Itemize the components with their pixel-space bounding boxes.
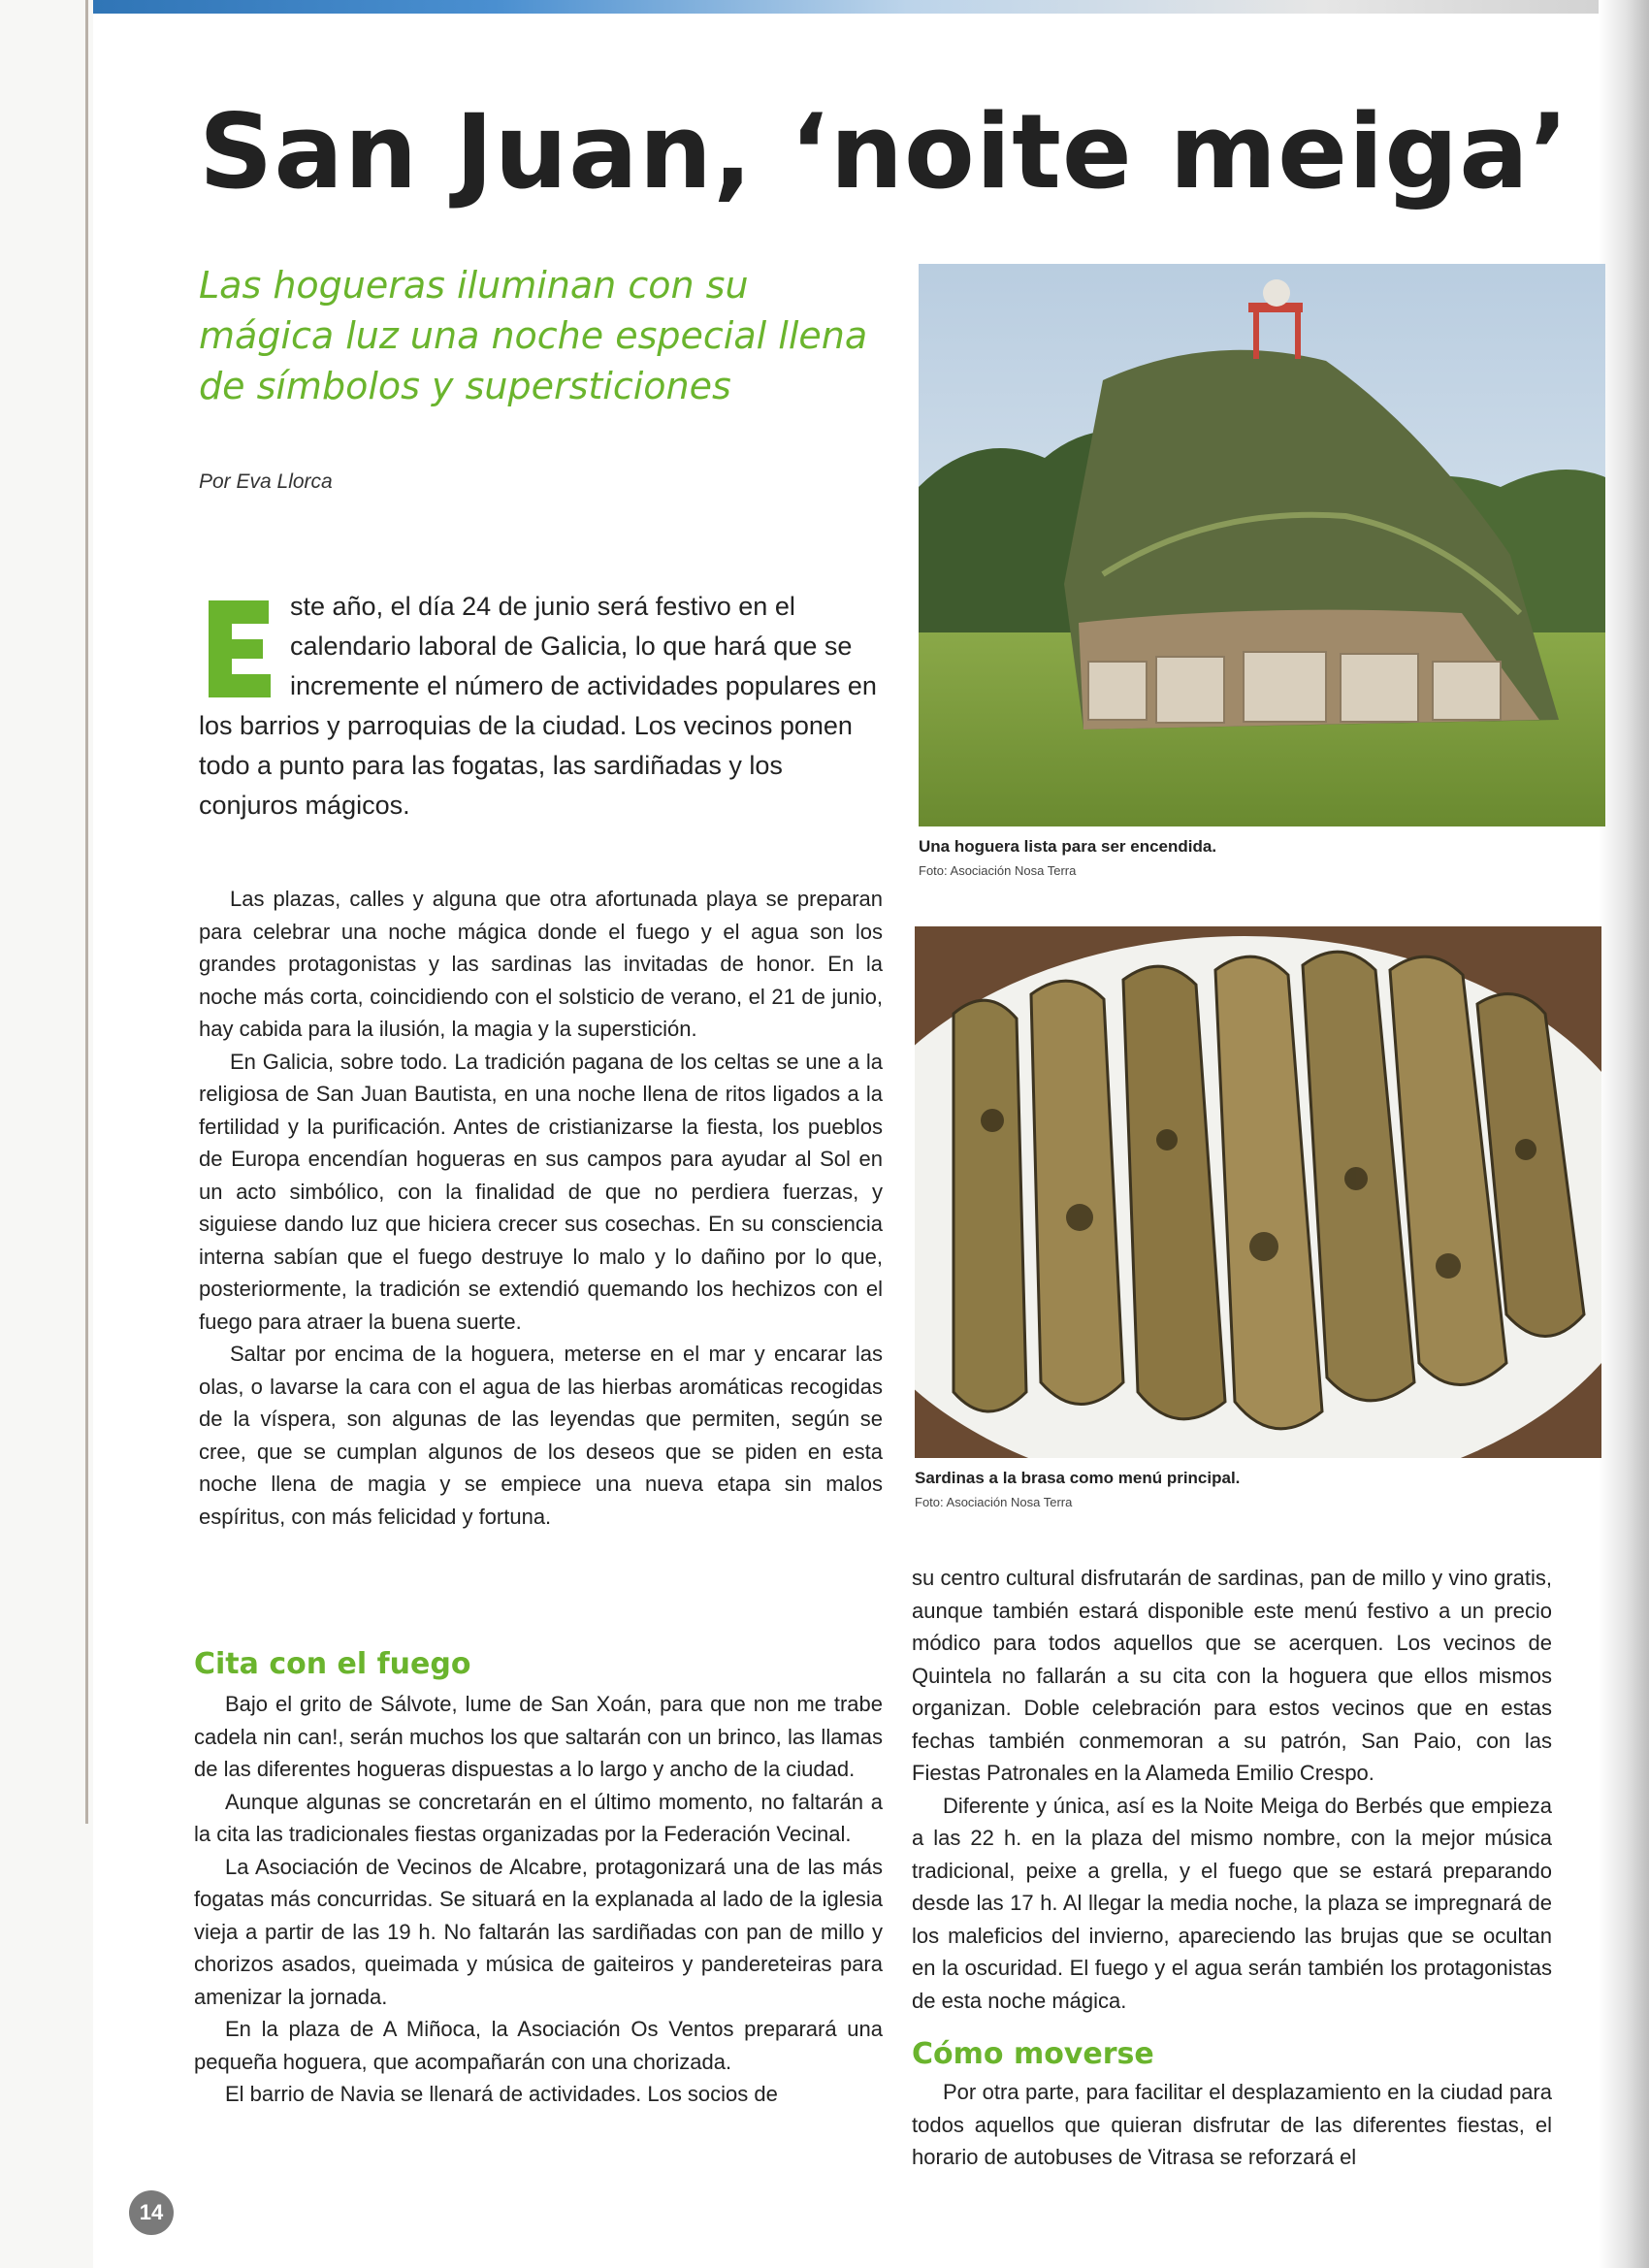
paragraph: su centro cultural disfrutarán de sardinas, pan de millo y vino gratis, aunque también estará disponible este menú festivo a un precio módico para todos aquellos que se acerquen. Los vecinos de Quintela no fallarán a su cita con la hoguera que ellos mismos organizan. Doble celebración para estos vecinos que en estas fechas también conmemoran a su patrón, San Paio, con las Fiestas Patronales en la Alameda Emilio Crespo. (912, 1566, 1552, 1785)
paragraph: Diferente y única, así es la Noite Meiga do Berbés que empieza a las 22 h. en la plaza del mismo nombre, con la mejor música tradicional, peixe a grella, y el fuego que se estará preparando desde las 17 h. Al llegar la media noche, la plaza se impregnará de los maleficios del invierno, apareciendo las brujas que se ocultan en la oscuridad. El fuego y el agua serán también los protagonistas de esta noche mágica. (912, 1793, 1552, 2013)
article-subtitle: Las hogueras iluminan con su mágica luz una noche especial llena de símbolos y supersticiones (199, 264, 868, 407)
paragraph: Saltar por encima de la hoguera, meterse en el mar y encarar las olas, o lavarse la cara con el agua de las hierbas aromáticas recogidas de la víspera, son algunas de las leyendas que permiten, según se cree, que se cumplan algunos de los deseos que se piden en esta noche llena de magia y se empiece una nueva etapa sin malos espíritus, con más felicidad y fortuna. (199, 1342, 883, 1529)
paragraph: Bajo el grito de Sálvote, lume de San Xoán, para que non me trabe cadela nin can!, serán muchos los que saltarán con un brinco, las llamas de las diferentes hogueras dispuestas a lo largo y ancho de la ciudad. (194, 1692, 883, 1781)
article-column-1 (199, 883, 883, 1533)
page-number: 14 (129, 2190, 174, 2235)
article-column-1-section (194, 1688, 883, 2111)
bonfire-photo (919, 264, 1605, 826)
drop-cap (199, 595, 276, 703)
sardines-photo-credit: Foto: Asociación Nosa Terra (915, 1495, 1073, 1509)
lead-paragraph (199, 587, 883, 826)
drop-cap-letter: E (236, 692, 240, 697)
binding-rule (85, 0, 88, 1824)
paragraph: Aunque algunas se concretarán en el último momento, no faltarán a la cita las tradicionales fiestas organizadas por la Federación Vecinal. (194, 1789, 883, 1846)
paragraph: En Galicia, sobre todo. La tradición pagana de los celtas se une a la religiosa de San Juan Bautista, en una noche llena de ritos ligados a la fertilidad y la purificación. Antes de cristianizarse la fiesta, los pueblos de Europa encendían hogueras en sus campos para ayudar al Sol en un acto simbólico, con la finalidad de que no perdiera fuerzas, y siguiese dando luz que hiciera crecer sus cosechas. En su consciencia interna sabían que el fuego destruye lo malo y lo dañino por lo que, posteriormente, la tradición se extendió quemando los hechizos con el fuego para atraer la buena suerte. (199, 1049, 883, 1334)
paragraph: La Asociación de Vecinos de Alcabre, protagonizará una de las más fogatas más concurridas. Se situará en la explanada al lado de la iglesia vieja a partir de las 19 h. No faltarán las sardiñadas con pan de millo y chorizos asados, queimada y música de gaiteiros y pandereteiras para amenizar la jornada. (194, 1854, 883, 2009)
paragraph: Por otra parte, para facilitar el desplazamiento en la ciudad para todos aquellos que quieran disfrutar de las diferentes fiestas, el horario de autobuses de Vitrasa se reforzará el (912, 2080, 1552, 2169)
bonfire-photo-caption: Una hoguera lista para ser encendida. (919, 837, 1217, 856)
sardines-photo (915, 926, 1601, 1458)
article-title: San Juan, ‘noite meiga’ (199, 92, 1570, 211)
page-top-strip (0, 0, 1649, 14)
lead-text: ste año, el día 24 de junio será festivo en el calendario laboral de Galicia, lo que hará que se incremente el número de actividades populares en los barrios y parroquias de la ciudad. Los vecinos ponen todo a punto para las fogatas, las sardiñadas y los conjuros mágicos. (199, 592, 877, 820)
article-column-2-section (912, 2076, 1552, 2174)
section-heading-cita: Cita con el fuego (194, 1647, 471, 1681)
page-left-margin (0, 0, 93, 2268)
paragraph: El barrio de Navia se llenará de actividades. Los socios de (225, 2082, 778, 2106)
section-heading-moverse: Cómo moverse (912, 2037, 1154, 2071)
sardines-photo-caption: Sardinas a la brasa como menú principal. (915, 1469, 1241, 1487)
page-right-shadow (1599, 0, 1649, 2268)
paragraph: En la plaza de A Miñoca, la Asociación Os Ventos preparará una pequeña hoguera, que acompañarán con una chorizada. (194, 2017, 883, 2074)
article-byline: Por Eva Llorca (199, 470, 333, 493)
paragraph: Las plazas, calles y alguna que otra afortunada playa se preparan para celebrar una noche mágica donde el fuego y el agua son los grandes protagonistas y las sardinas las invitadas de honor. En la noche más corta, coincidiendo con el solsticio de verano, el 21 de junio, hay cabida para la ilusión, la magia y la superstición. (199, 887, 883, 1041)
bonfire-photo-credit: Foto: Asociación Nosa Terra (919, 863, 1077, 878)
article-column-2 (912, 1562, 1552, 2017)
